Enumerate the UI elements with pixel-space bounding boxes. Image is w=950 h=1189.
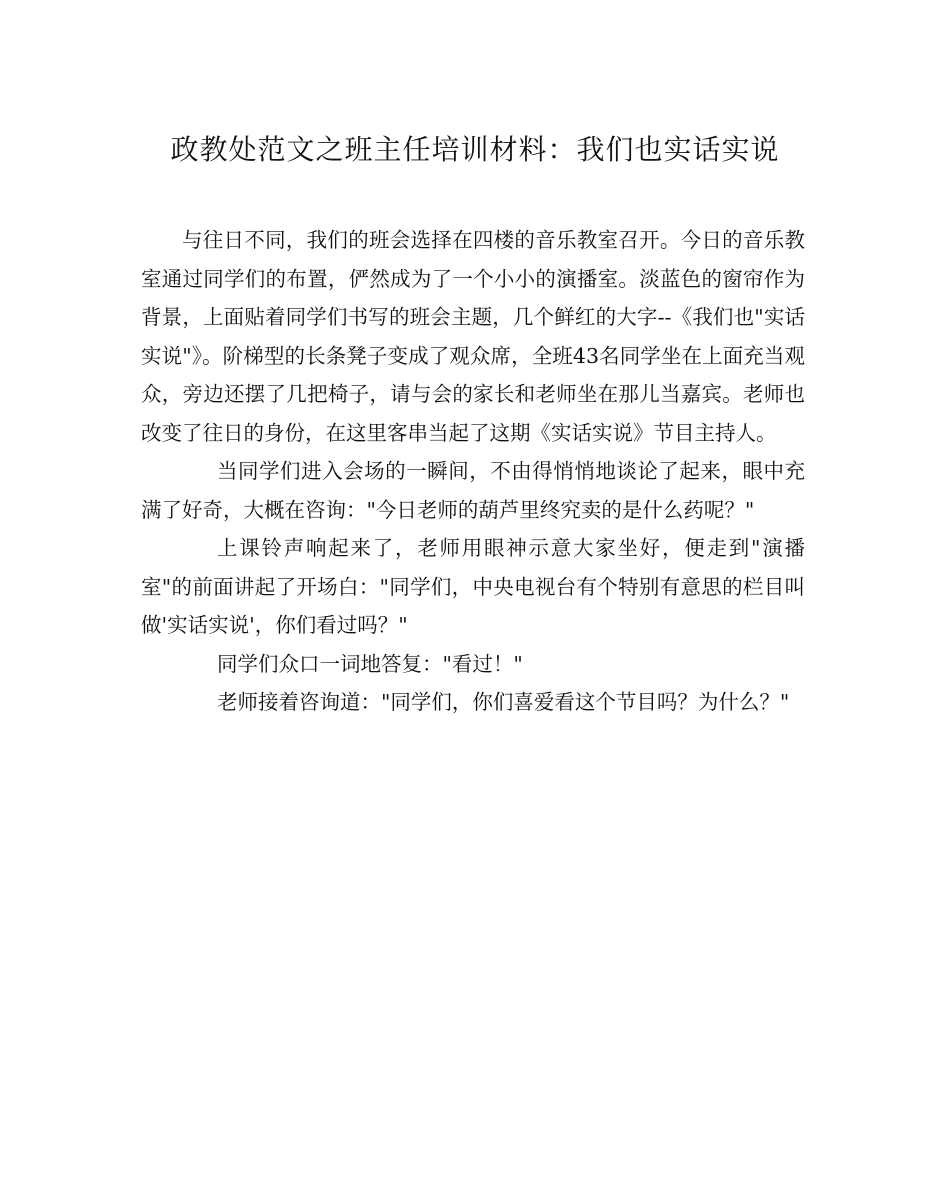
paragraph-4: 同学们众口一词地答复："看过！": [217, 651, 523, 676]
paragraph-3: 上课铃声响起来了，老师用眼神示意大家坐好，便走到"演播室"的前面讲起了开场白："同学们，中央电视台有个特别有意思的栏目叫做'实话实说'，你们看过吗？": [141, 536, 805, 637]
paragraph-2: 当同学们进入会场的一瞬间，不由得悄悄地谈论了起来，眼中充满了好奇，大概在咨询："今日老师的葫芦里终究卖的是什么药呢？": [141, 459, 805, 522]
document-body: [141, 221, 805, 722]
paragraph-5: 老师接着咨询道："同学们，你们喜爱看这个节目吗？为什么？": [217, 690, 790, 714]
paragraph-1: 与往日不同，我们的班会选择在四楼的音乐教室召开。今日的音乐教室通过同学们的布置，俨然成为了一个小小的演播室。淡蓝色的窗帘作为背景，上面贴着同学们书写的班会主题，几个鲜红的大字--《我们也"实话实说"》。阶梯型的长条凳子变成了观众席，全班43名同学坐在上面充当观众，旁边还摆了几把椅子，请与会的家长和老师坐在那儿当嘉宾。老师也改变了往日的身份，在这里客串当起了这期《实话实说》节目主持人。: [141, 228, 805, 445]
document-title: 政教处范文之班主任培训材料：我们也实话实说: [170, 133, 780, 166]
